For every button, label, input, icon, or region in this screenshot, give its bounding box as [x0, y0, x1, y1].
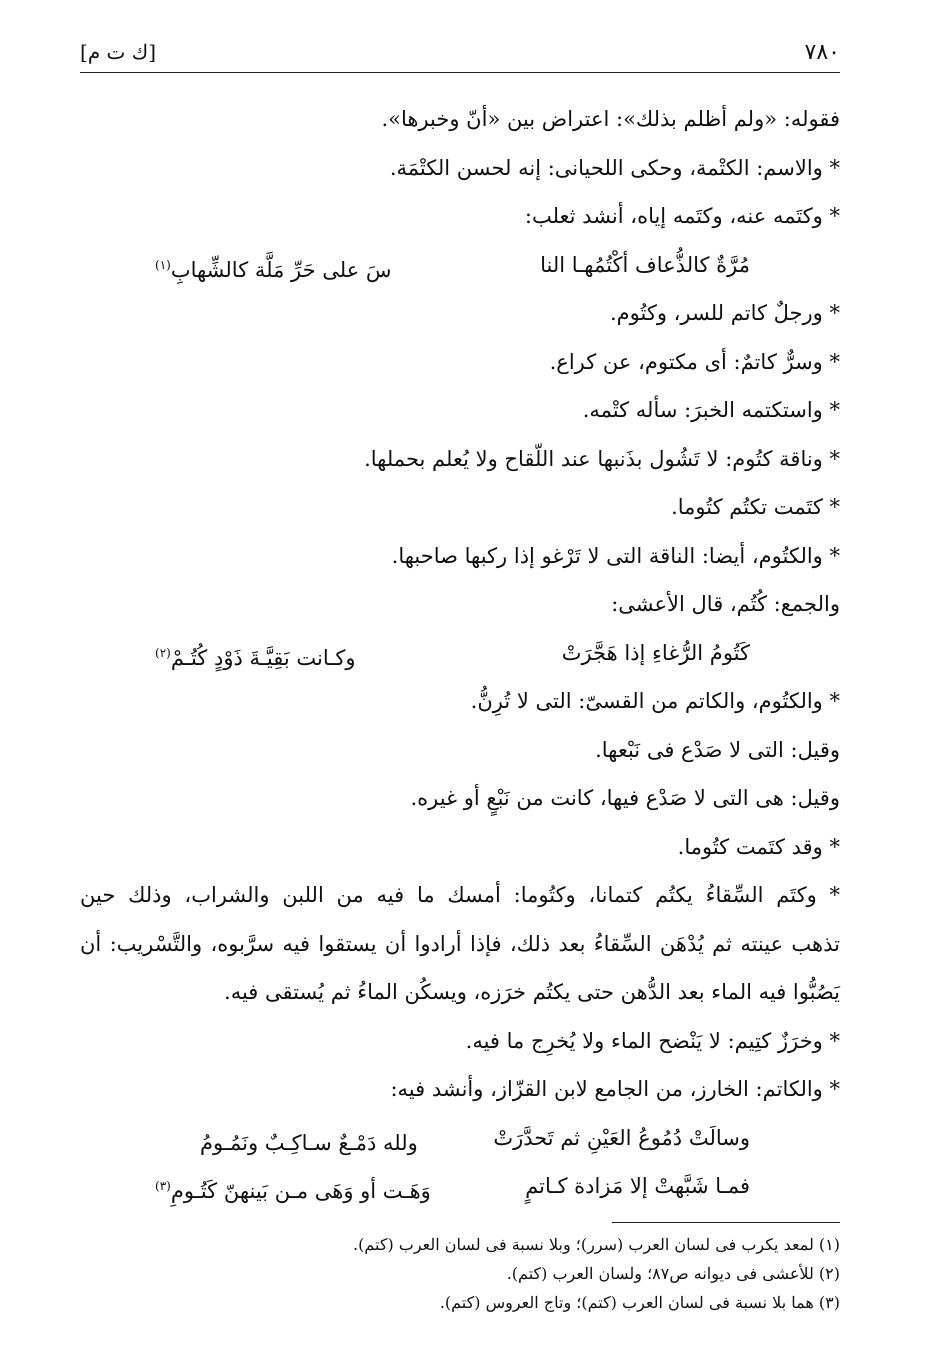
- entry-line: * وسرٌّ كاتمٌ: أى مكتوم، عن كراع.: [549, 349, 840, 374]
- page-number: ٧٨٠: [804, 40, 840, 65]
- verse-line: [80, 241, 840, 290]
- verse-line: [80, 629, 840, 678]
- root-label: [ك ت م]: [80, 40, 157, 64]
- text-line: وقيل: التى لا صَدْع فى نَبْعها.: [595, 737, 840, 762]
- verse-second-hemistich: ولله دَمْـعٌ سـاكِـبٌ ونَمُـومُ: [200, 1130, 418, 1155]
- verse-first-hemistich: فمـا شَبَّهتْ إلا مَزادة كـاتمٍ: [525, 1174, 750, 1198]
- entry-line: * كتَمت تكتُم كتُوما.: [671, 495, 840, 519]
- footnote-marker: (١): [155, 257, 171, 272]
- footnotes: [80, 1230, 840, 1317]
- entry-line: * والكاتم: الخارز، من الجامع لابن القزّاز، وأنشد فيه:: [390, 1077, 840, 1101]
- verse-first-hemistich: كَتُومُ الرُّغاءِ إذا هَجَّرَتْ: [561, 640, 750, 665]
- verse-line: [80, 1114, 840, 1163]
- footnote: (١) لمعد يكرب فى لسان العرب (سرر)؛ وبلا نسبة فى لسان العرب (كتم).: [353, 1235, 840, 1254]
- footnote-separator: [612, 1222, 840, 1223]
- main-text: [80, 95, 840, 1211]
- verse-second-hemistich: وكـانت بَقِيَّـةَ ذَوْدٍ كُتُـمْ$^{(٢)}$: [155, 645, 356, 670]
- text-line: والجمع: كُتُم، قال الأعشى:: [611, 592, 840, 616]
- footnote-marker: (٣): [155, 1179, 171, 1193]
- text-line: تذهب عينته ثم يُدْهَن السِّقاءُ بعد ذلك، فإذا أرادوا أن يستقوا فيه سرَّبوه، والتَّسْريب: أن: [80, 931, 840, 956]
- entry-line: * وقد كتَمت كتُوما.: [677, 834, 840, 859]
- verse-first-hemistich: مُرَّةٌ كالذُّعاف أكْتُمُهـا النا: [540, 252, 750, 277]
- entry-line: * واستكتمه الخبرَ: سأله كتْمه.: [582, 398, 840, 422]
- entry-line: * ورجلٌ كاتم للسر، وكتُوم.: [609, 301, 840, 325]
- entry-line: * وكتَمه عنه، وكتَمه إياه، أنشد ثعلب:: [524, 204, 840, 228]
- entry-line: * والكتُوم، والكاتم من القسىّ: التى لا تُرِنُّ.: [470, 689, 840, 713]
- text-line: يَصُبُّوا فيه الماء بعد الدُّهن حتى يكتُم خرَزه، ويسكُن الماءُ ثم يُستقى فيه.: [224, 980, 840, 1004]
- text-line: فقوله: «ولم أظلم بذلك»: اعتراض بين «أنّ وخبرها».: [381, 107, 840, 131]
- entry-line: * والاسم: الكتْمة، وحكى اللحيانى: إنه لحسن الكتْمَة.: [389, 155, 840, 180]
- entry-line: * وخرَزٌ كتِيم: لا يَنْضح الماء ولا يُخرِج ما فيه.: [465, 1028, 840, 1053]
- entry-line: * وناقة كتُوم: لا تَشُول بذَنبها عند اللّقاح ولا يُعلم بحملها.: [364, 446, 840, 471]
- footnote: (٣) هما بلا نسبة فى لسان العرب (كتم)؛ وتاج العروس (كتم).: [439, 1293, 840, 1312]
- text-line: وقيل: هى التى لا صَدْع فيها، كانت من نَبْعٍ أو غيره.: [410, 786, 840, 810]
- entry-line: * والكتُوم، أيضا: الناقة التى لا تَرْغو إذا ركبها صاحبها.: [391, 543, 840, 568]
- verse-second-hemistich: سَ على حَرِّ مَلَّة كالشِّهابِ$^{(١)}$: [155, 257, 392, 282]
- verse-second-hemistich: وَهَـت أو وَهَى مـن بَينهنّ كَتُـومِ$^{(٣)}$: [155, 1179, 431, 1203]
- footnote-marker: (٢): [155, 645, 171, 660]
- page-header: [80, 38, 840, 73]
- verse-first-hemistich: وسالَتْ دُمُوعُ العَيْنِ ثم تَحدَّرَتْ: [493, 1125, 750, 1150]
- verse-line: [80, 1162, 840, 1211]
- entry-line: * وكتَم السِّقاءُ يكتُم كتمانا، وكتُوما: أمسك ما فيه من اللبن والشراب، وذلك حين: [80, 883, 840, 907]
- footnote: (٢) للأعشى فى ديوانه ص٨٧؛ ولسان العرب (كتم).: [506, 1264, 840, 1283]
